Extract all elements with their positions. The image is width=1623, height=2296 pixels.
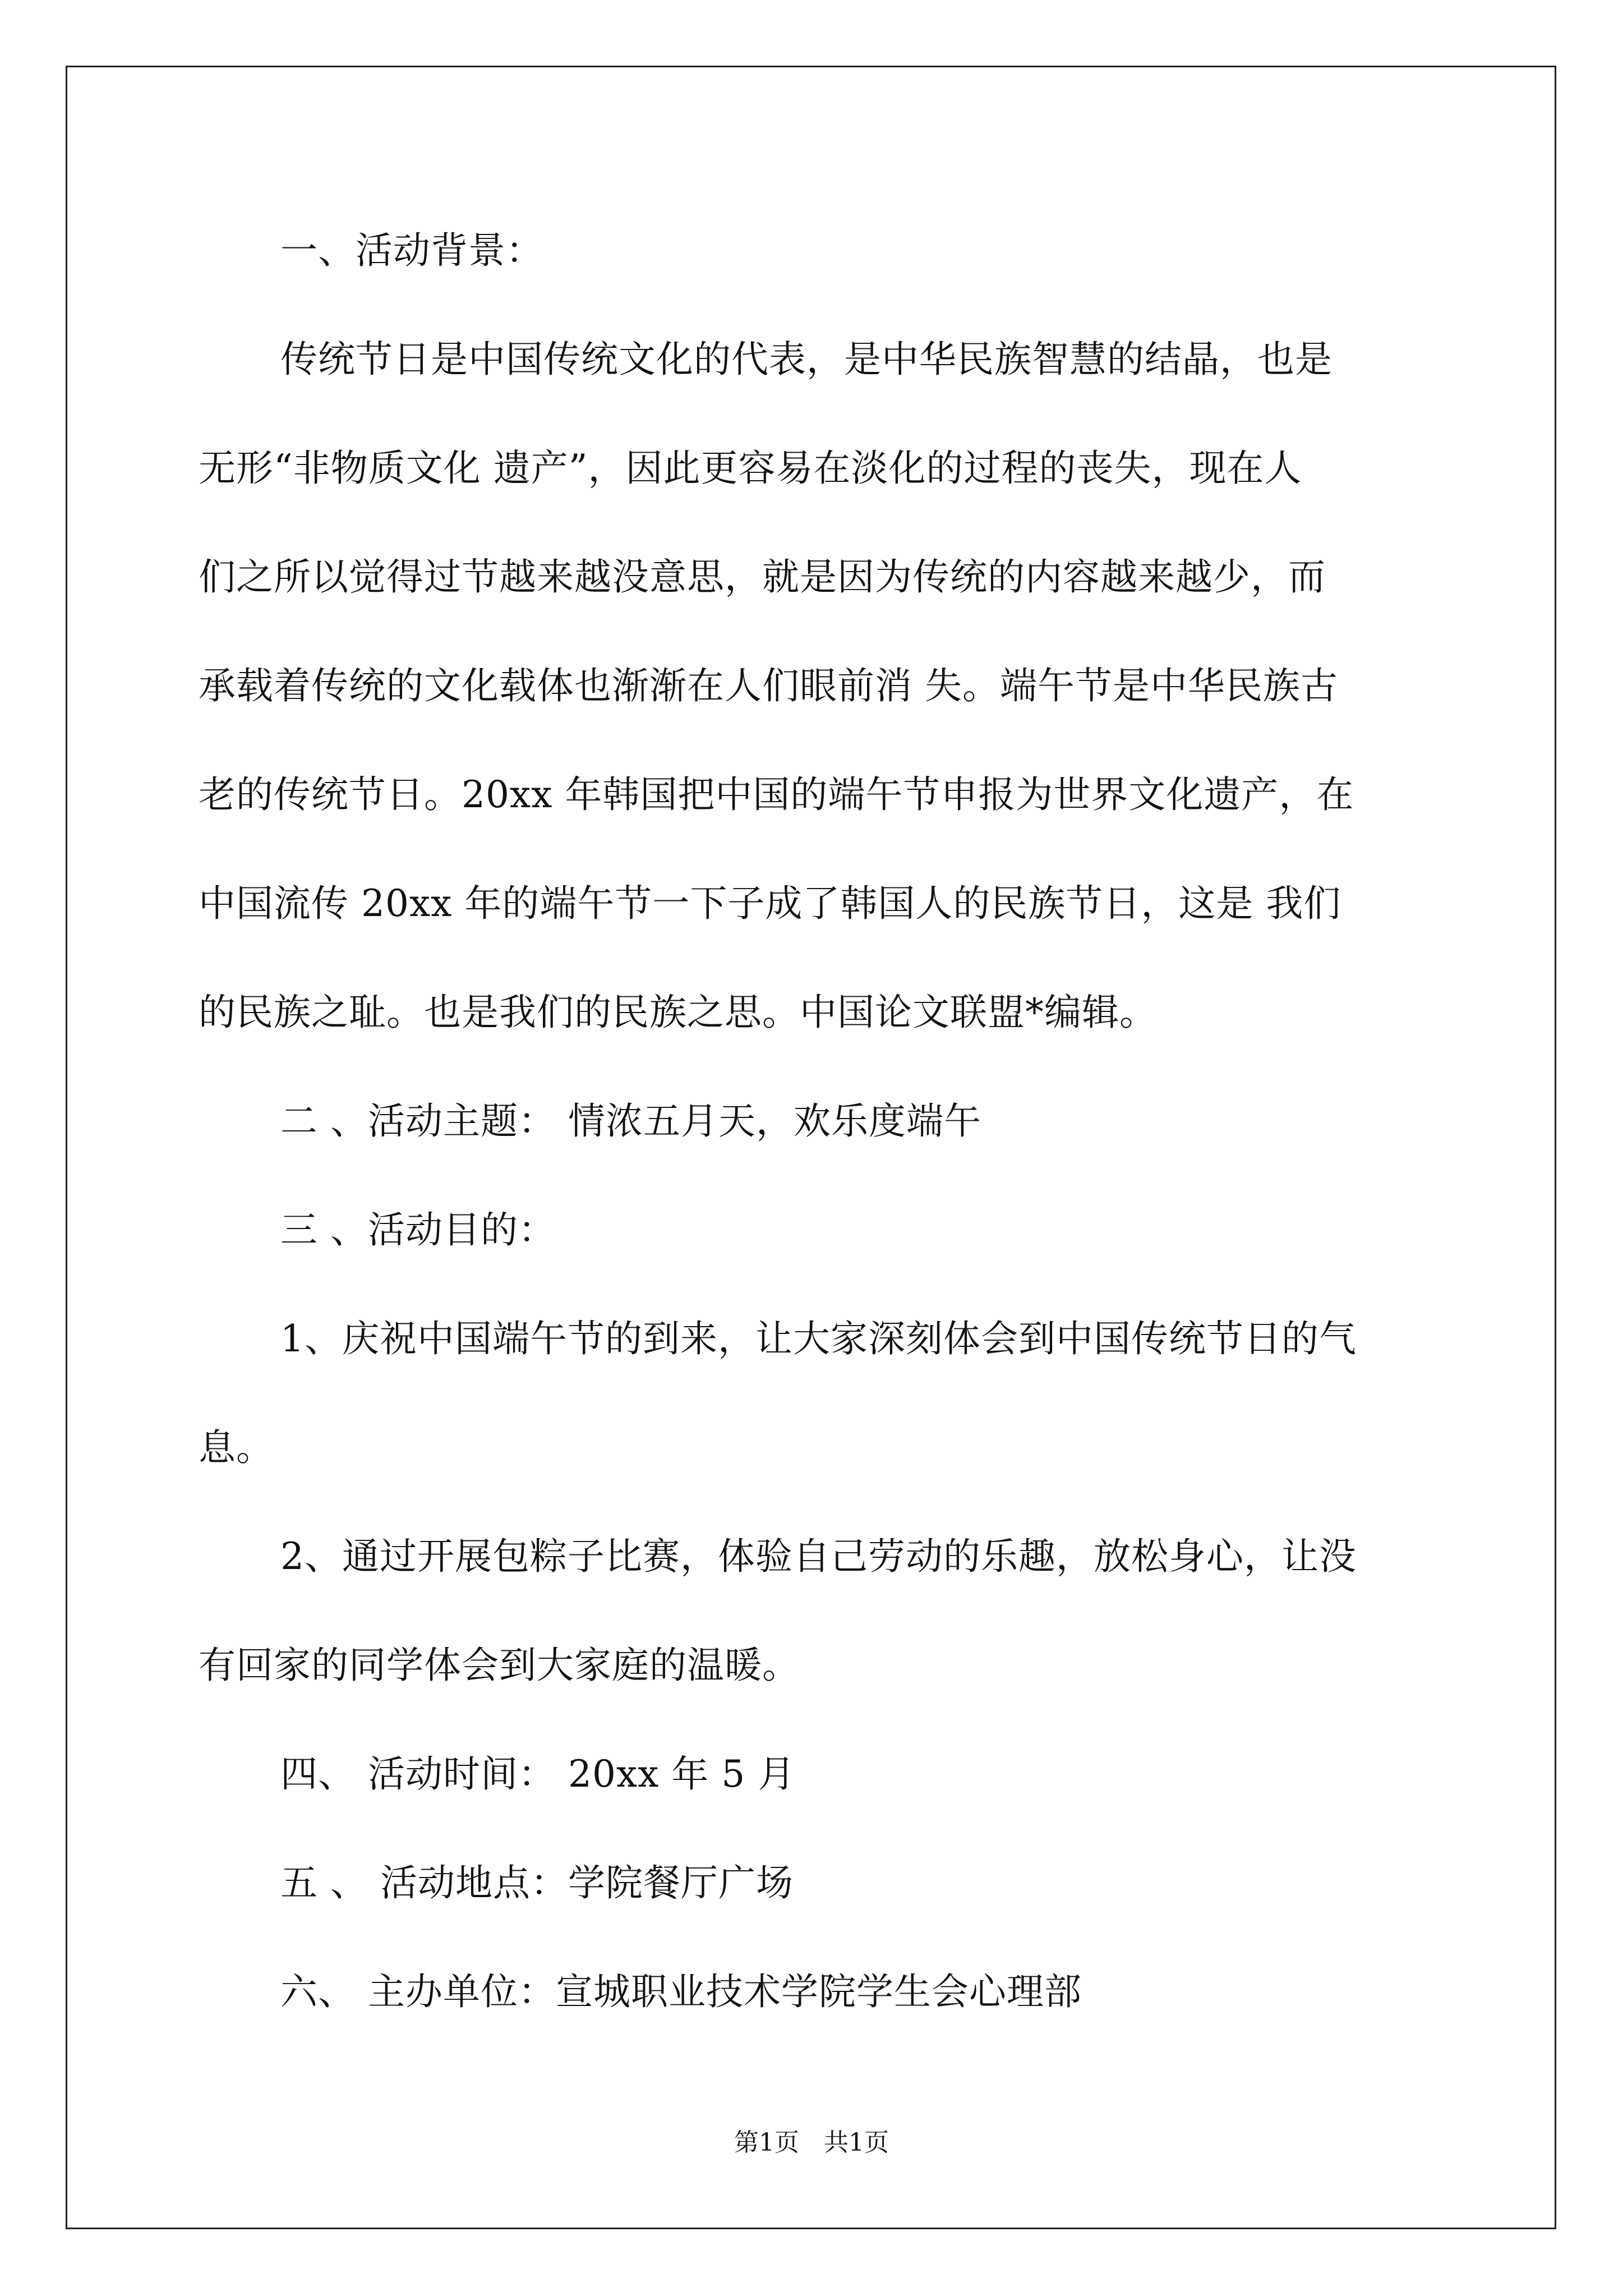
- heading-location: [199, 1829, 1432, 1938]
- text-line: 中国流传 20xx 年的端午节一下子成了韩国人的民族节日，这是 我们: [199, 882, 1341, 925]
- page-number: 第1页 共1页: [734, 2128, 889, 2157]
- text-line: 老的传统节日。20xx 年韩国把中国的端午节申报为世界文化遗产，在: [199, 773, 1354, 816]
- text-line: 的民族之耻。也是我们的民族之思。中国论文联盟*编辑。: [199, 991, 1157, 1034]
- heading-time: [199, 1720, 1432, 1829]
- text-line: 一、活动背景：: [280, 229, 543, 272]
- text-line: 有回家的同学体会到大家庭的温暖。: [199, 1644, 800, 1687]
- text-line: 六、 主办单位：宣城职业技术学院学生会心理部: [280, 1970, 1082, 2013]
- text-line: 息。: [199, 1426, 274, 1469]
- heading-purpose: [199, 1176, 1432, 1285]
- paragraph-purpose-1: [199, 1285, 1432, 1502]
- text-line: 五 、 活动地点：学院餐厅广场: [280, 1861, 794, 1904]
- text-line: 四、 活动时间： 20xx 年 5 月: [280, 1752, 796, 1796]
- paragraph-background: [199, 305, 1432, 1067]
- text-line: 二 、活动主题： 情浓五月天，欢乐度端午: [280, 1099, 981, 1143]
- text-line: 2、通过开展包粽子比赛，体验自己劳动的乐趣，放松身心，让没: [280, 1535, 1357, 1578]
- text-line: 传统节日是中国传统文化的代表，是中华民族智慧的结晶，也是: [280, 338, 1332, 381]
- text-line: 1、庆祝中国端午节的到来，让大家深刻体会到中国传统节日的气: [280, 1317, 1357, 1360]
- text-line: 三 、活动目的：: [280, 1208, 556, 1251]
- heading-theme: [199, 1067, 1432, 1176]
- heading-organizer: [199, 1938, 1432, 2046]
- text-line: 无形“非物质文化 遗产”，因此更容易在淡化的过程的丧失，现在人: [199, 447, 1302, 490]
- heading-background: [199, 196, 1432, 305]
- paragraph-purpose-2: [199, 1502, 1432, 1720]
- text-line: 承载着传统的文化载体也渐渐在人们眼前消 失。端午节是中华民族古: [199, 664, 1338, 707]
- text-line: 们之所以觉得过节越来越没意思，就是因为传统的内容越来越少，而: [199, 555, 1326, 599]
